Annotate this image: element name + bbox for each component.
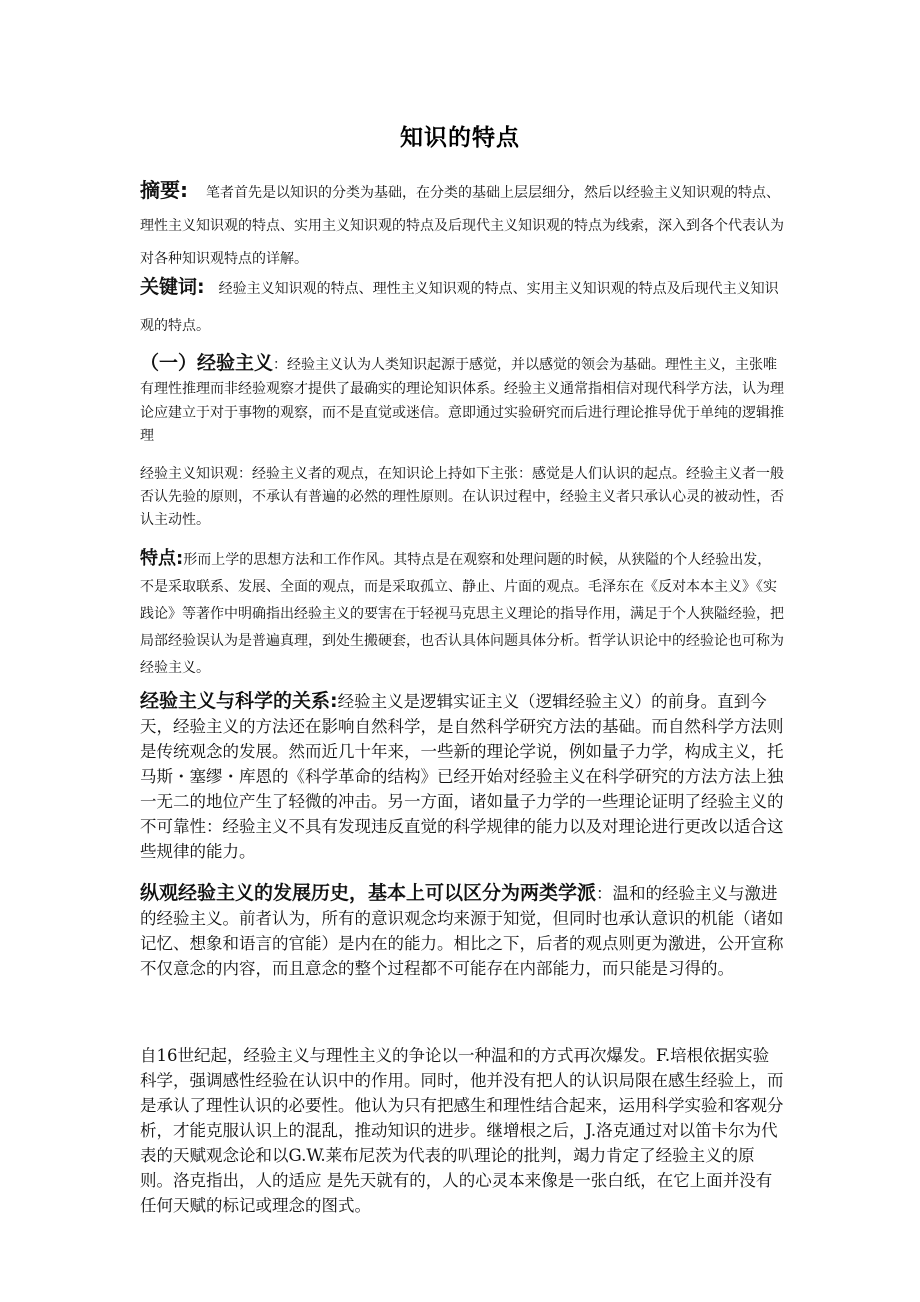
history-section xyxy=(140,881,785,981)
features-text: 形而上学的思想方法和工作作风。其特点是在观察和处理问题的时候，从狭隘的个人经验出发，不是采取联系、发展、全面的观点，而是采取孤立、静止、片面的观点。毛泽东在《反对本本主义》《实践论》等著作中明确指出经验主义的要害在于轻视马克思主义理论的指导作用，满足于个人狭隘经验，把局部经验误认为是普遍真理，到处生搬硬套，也否认具体问题具体分析。哲学认识论中的经验论也可称为经验主义。 xyxy=(140,552,784,676)
science-text: 经验主义是逻辑实证主义（逻辑经验主义）的前身。直到今天，经验主义的方法还在影响自然科学，是自然科学研究方法的基础。而自然科学方法则是传统观念的发展。然而近几十年来，一些新的理论学说，例如量子力学，构成主义，托马斯・塞缪・库恩的《科学革命的结构》已经开始对经验主义在科学研究的方法方法上独一无二的地位产生了轻微的冲击。另一方面，诸如量子力学的一些理论证明了经验主义的不可靠性：经验主义不具有发现违反直觉的科学规律的能力以及对理论进行更改以适合这些规律的能力。 xyxy=(140,692,784,861)
abstract-section xyxy=(140,174,785,275)
keywords-label: 关键词: xyxy=(140,276,205,298)
page-title: 知识的特点 xyxy=(400,125,520,151)
abstract-text: 笔者首先是以知识的分类为基础，在分类的基础上层层细分，然后以经验主义知识观的特点、理性主义知识观的特点、实用主义知识观的特点及后现代主义知识观的特点为线索，深入到各个代表认为对各种知识观特点的详解。 xyxy=(140,185,784,267)
keywords-section xyxy=(140,269,785,344)
history-paragraph-2: 自16世纪起，经验主义与理性主义的争论以一种温和的方式再次爆发。F.培根依据实验科学，强调感性经验在认识中的作用。同时，他并没有把人的认识局限在感生经验上，而是承认了理性认识的必要性。他认为只有把感生和理性结合起来，运用科学实验和客观分析，才能克服认识上的混乱，推动知识的进步。继增根之后，J.洛克通过对以笛卡尔为代表的天赋观念论和以G.W.莱布尼茨为代表的叭理论的批判，竭力肯定了经验主义的原则。洛克指出，人的适应 是先天就有的，人的心灵本来像是一张白纸，在它上面并没有任何天赋的标记或理念的图式。 xyxy=(140,1046,784,1215)
abstract-label: 摘要: xyxy=(140,178,188,202)
empiricism-section xyxy=(140,352,785,448)
empiricism-text: ：经验主义认为人类知识起源于感觉，并以感觉的领会为基础。理性主义，主张唯有理性推理而非经验观察才提供了最确实的理论知识体系。经验主义通常指相信对现代科学方法，认为理论应建立于对于事物的观察，而不是直觉或迷信。意即通过实验研究而后进行理论推导优于单纯的逻辑推理 xyxy=(140,357,784,445)
science-section xyxy=(140,689,785,864)
history-label: 纵观经验主义的发展历史，基本上可以区分为两类学派 xyxy=(140,882,597,904)
science-label: 经验主义与科学的关系: xyxy=(140,690,338,712)
features-label: 特点: xyxy=(140,548,184,569)
empiricism-view-paragraph: 经验主义知识观：经验主义者的观点，在知识论上持如下主张：感觉是人们认识的起点。经验主义者一般否认先验的原则，不承认有普遍的必然的理性原则。在认识过程中，经验主义者只承认心灵的被动性，否认主动性。 xyxy=(140,466,784,528)
history-text: ：温和的经验主义与激进的经验主义。前者认为，所有的意识观念均来源于知觉，但同时也承认意识的机能（诸如记忆、想象和语言的官能）是内在的能力。相比之下，后者的观点则更为激进，公开宣称不仅意念的内容，而且意念的整个过程都不可能存在内部能力，而只能是习得的。 xyxy=(140,884,784,978)
empiricism-label: （一）经验主义 xyxy=(140,352,274,374)
keywords-text: 经验主义知识观的特点、理性主义知识观的特点、实用主义知识观的特点及后现代主义知识观的特点。 xyxy=(140,281,779,334)
features-section xyxy=(140,546,785,681)
